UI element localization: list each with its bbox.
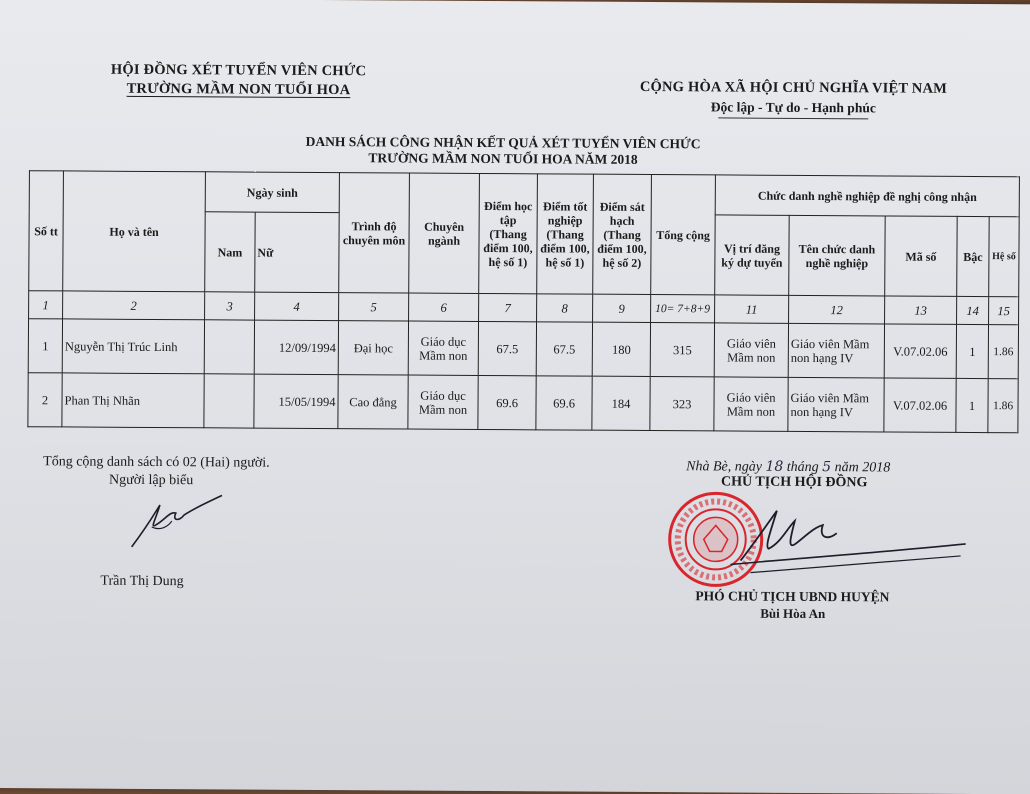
colnum: 7: [479, 293, 537, 321]
cell-grade: 1: [956, 378, 988, 432]
cell-grad: 67.5: [536, 322, 592, 376]
date-day: 18: [765, 458, 784, 475]
cell-total: 323: [650, 377, 714, 431]
header-coef: Hệ số: [989, 217, 1020, 297]
date-prefix: Nhà Bè, ngày: [686, 459, 763, 475]
colnum: 6: [409, 293, 479, 321]
header-grad-score: Điểm tốt nghiệp (Thang điểm 100, hệ số 1): [537, 174, 594, 294]
cell-female: 15/05/1994: [254, 374, 338, 429]
date-month-label: tháng: [786, 459, 819, 476]
header-stt: Số tt: [29, 171, 64, 291]
cell-code: V.07.02.06: [884, 378, 956, 432]
title-line-1: DANH SÁCH CÔNG NHẬN KẾT QUẢ XÉT TUYỂN VIÊN CHỨC: [305, 133, 701, 152]
cell-title-name: Giáo viên Mầm non hạng IV: [788, 323, 884, 378]
org-line-1: HỘI ĐỒNG XÉT TUYỂN VIÊN CHỨC: [110, 61, 367, 80]
header-exam-score: Điểm sát hạch (Thang điểm 100, hệ số 2): [593, 174, 652, 294]
cell-study: 67.5: [478, 321, 536, 375]
colnum: 11: [715, 295, 789, 323]
cell-major: Giáo dục Mầm non: [408, 375, 478, 429]
national-motto: Độc lập - Tự do - Hạnh phúc: [710, 99, 876, 116]
colnum: 3: [205, 292, 255, 320]
org-line-2: TRƯỜNG MẦM NON TUỔI HOA: [126, 80, 351, 99]
date-year: năm 2018: [834, 460, 891, 476]
title-line-2: TRƯỜNG MẦM NON TUỔI HOA NĂM 2018: [368, 150, 638, 167]
cell-name: Phan Thị Nhãn: [62, 373, 204, 428]
header-position: Vị trí đăng ký dự tuyển: [715, 215, 789, 295]
cell-male: [204, 320, 254, 374]
colnum: 2: [63, 291, 205, 320]
preparer-label: Người lập biểu: [109, 472, 194, 489]
cell-position: Giáo viên Mầm non: [714, 377, 788, 431]
header-title-name: Tên chức danh nghề nghiệp: [789, 215, 885, 296]
cell-level: Đại học: [338, 321, 408, 375]
cell-name: Nguyễn Thị Trúc Linh: [62, 319, 204, 374]
colnum: 15: [989, 297, 1019, 325]
header-title-group: Chức danh nghề nghiệp đề nghị công nhận: [715, 175, 1019, 217]
header-name: Họ và tên: [63, 171, 206, 292]
preparer-name: Trần Thị Dung: [100, 573, 184, 590]
header-level: Trình độ chuyên môn: [339, 173, 410, 293]
cell-level: Cao đẳng: [338, 375, 408, 429]
colnum: 8: [537, 294, 593, 322]
header-total: Tổng cộng: [651, 175, 716, 295]
cell-code: V.07.02.06: [884, 324, 956, 378]
document-title: [253, 134, 753, 169]
cell-coef: 1.86: [988, 379, 1018, 433]
table-row: [28, 373, 1018, 433]
header-code: Mã số: [885, 216, 957, 296]
cell-major: Giáo dục Mầm non: [408, 321, 478, 375]
date-month: 5: [822, 459, 832, 476]
colnum: 13: [885, 296, 957, 324]
motto-underline: [718, 117, 868, 119]
cell-male: [204, 374, 254, 428]
date-line: [686, 458, 890, 476]
cell-female: 12/09/1994: [254, 320, 338, 375]
cell-grade: 1: [956, 324, 988, 378]
header-major: Chuyên ngành: [409, 173, 480, 293]
colnum: 12: [789, 295, 885, 324]
summary-text: Tổng cộng danh sách có 02 (Hai) người.: [43, 454, 270, 471]
colnum: 10= 7+8+9: [651, 295, 715, 323]
results-table: [27, 170, 1020, 433]
colnum: 14: [957, 296, 989, 324]
header-grade: Bậc: [957, 216, 989, 296]
organization-header: [53, 60, 423, 100]
nation-header: [623, 78, 963, 120]
header-study-score: Điểm học tập (Thang điểm 100, hệ số 1): [479, 173, 538, 293]
cell-title-name: Giáo viên Mầm non hạng IV: [788, 377, 884, 432]
table-row: [28, 319, 1018, 379]
cell-position: Giáo viên Mầm non: [714, 323, 788, 377]
colnum: 9: [593, 294, 651, 322]
cell-coef: 1.86: [988, 325, 1018, 379]
colnum: 1: [29, 291, 63, 319]
header-male: Nam: [205, 212, 255, 292]
cell-exam: 184: [592, 376, 650, 430]
chair-signature: [710, 502, 970, 584]
header-female: Nữ: [255, 212, 339, 293]
cell-total: 315: [650, 323, 714, 377]
cell-stt: 1: [28, 319, 62, 373]
preparer-signature: [126, 491, 226, 554]
signer-name: Bùi Hòa An: [760, 605, 826, 622]
nation-name: CỘNG HÒA XÃ HỘI CHỦ NGHĨA VIỆT NAM: [639, 78, 948, 97]
colnum: 5: [339, 293, 409, 321]
cell-exam: 180: [592, 322, 650, 376]
cell-grad: 69.6: [536, 376, 592, 430]
cell-study: 69.6: [478, 375, 536, 429]
header-dob: Ngày sinh: [205, 172, 339, 213]
chair-title: CHỦ TỊCH HỘI ĐỒNG: [721, 474, 868, 491]
signer-title: PHÓ CHỦ TỊCH UBND HUYỆN: [695, 588, 890, 605]
cell-stt: 2: [28, 373, 62, 427]
colnum: 4: [255, 292, 339, 321]
